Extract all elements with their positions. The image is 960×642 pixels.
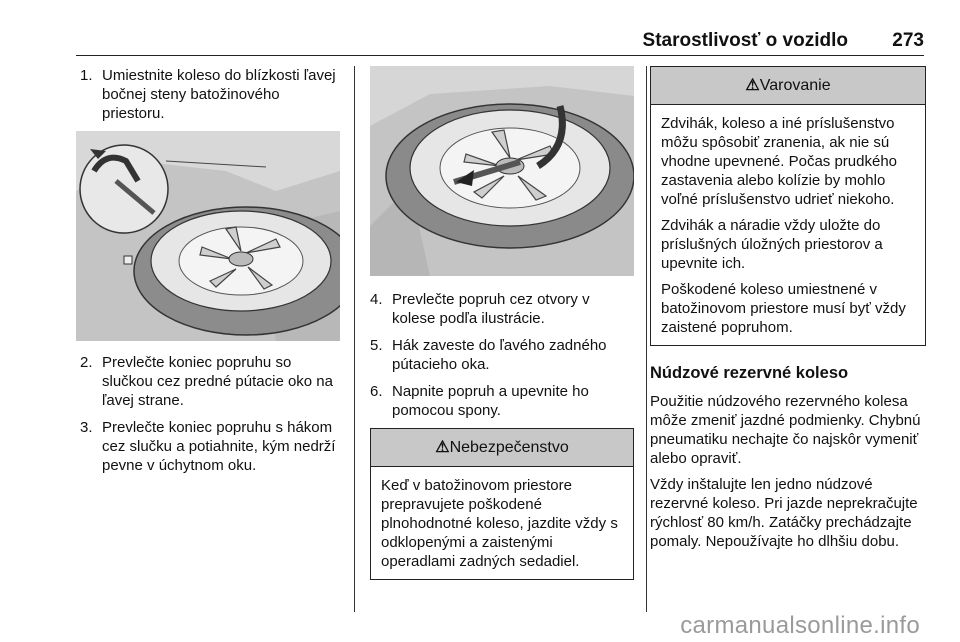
warning-box-title: Varovanie xyxy=(759,77,831,94)
warning-box xyxy=(650,66,926,346)
spare-wheel-illustration-1 xyxy=(76,131,340,341)
step-text: Napnite popruh a upevnite ho pomocou spony. xyxy=(392,383,589,419)
step-number: 3. xyxy=(80,419,93,436)
column-1 xyxy=(80,66,342,483)
step-list-1 xyxy=(80,66,342,123)
warning-paragraph: Poškodené koleso umiestnené v batožinovom priestore musí byť vždy zaistené popruhom. xyxy=(661,281,906,336)
danger-box-title: Nebezpečenstvo xyxy=(449,439,569,456)
step-text: Umiestnite koleso do blízkosti ľavej bočnej steny batožinového priestoru. xyxy=(102,67,336,122)
step-item xyxy=(80,66,342,123)
warning-box-header xyxy=(651,67,925,105)
watermark: carmanualsonline.info xyxy=(680,612,920,639)
step-text: Prevlečte koniec popruhu so slučkou cez predné pútacie oko na ľavej strane. xyxy=(102,354,333,409)
step-list-2 xyxy=(80,353,342,475)
step-number: 1. xyxy=(80,67,93,84)
step-item xyxy=(370,382,634,420)
step-item xyxy=(370,290,634,328)
page-title: Starostlivosť o vozidlo xyxy=(642,30,848,51)
spare-wheel-illustration-2 xyxy=(370,66,634,276)
page-header xyxy=(76,30,924,56)
step-text: Hák zaveste do ľavého zadného pútacieho oka. xyxy=(392,337,607,373)
step-number: 4. xyxy=(370,291,383,308)
warning-box-body xyxy=(651,105,925,345)
step-number: 2. xyxy=(80,354,93,371)
danger-box-text: Keď v batožinovom priestore prepravujete poškodené plnohodnotné koleso, jazdite vždy s odklopenými a zaistenými operadlami zadných sedadiel. xyxy=(381,477,618,570)
column-2 xyxy=(370,66,634,580)
warning-paragraph: Zdvihák a náradie vždy uložte do príslušných úložných priestorov a upevnite ich. xyxy=(661,217,883,272)
danger-box-header xyxy=(371,429,633,467)
page-number: 273 xyxy=(892,30,924,51)
step-number: 6. xyxy=(370,383,383,400)
step-number: 5. xyxy=(370,337,383,354)
column-divider-1 xyxy=(354,66,355,612)
step-item xyxy=(80,418,342,475)
step-item xyxy=(80,353,342,410)
body-paragraph: Použitie núdzového rezervného kolesa môže zmeniť jazdné podmienky. Chybnú pneumatiku nechajte čo najskôr vymeniť alebo opraviť. xyxy=(650,393,921,467)
step-list-3 xyxy=(370,290,634,420)
step-text: Prevlečte popruh cez otvory v kolese podľa ilustrácie. xyxy=(392,291,590,327)
step-item xyxy=(370,336,634,374)
danger-box-body xyxy=(371,467,633,579)
warning-triangle-icon: ⚠ xyxy=(745,77,760,94)
warning-triangle-icon: ⚠ xyxy=(435,439,450,456)
body-paragraph: Vždy inštalujte len jedno núdzové rezervné koleso. Pri jazde neprekračujte rýchlosť 80 km/h. Zatáčky prechádzajte pomaly. Nepoužívajte ho dlhšiu dobu. xyxy=(650,476,918,550)
section-title: Núdzové rezervné koleso xyxy=(650,364,849,382)
column-divider-2 xyxy=(646,66,647,612)
warning-paragraph: Zdvihák, koleso a iné príslušenstvo môžu spôsobiť zranenia, ak nie sú vhodne upevnené. Počas prudkého zastavenia alebo kolízie by mohlo voľné príslušenstvo udrieť niekoho. xyxy=(661,115,898,208)
column-3 xyxy=(650,66,926,558)
step-text: Prevlečte koniec popruhu s hákom cez slučku a potiahnite, kým nedrží pevne v úchytnom oku. xyxy=(102,419,336,474)
danger-box xyxy=(370,428,634,580)
